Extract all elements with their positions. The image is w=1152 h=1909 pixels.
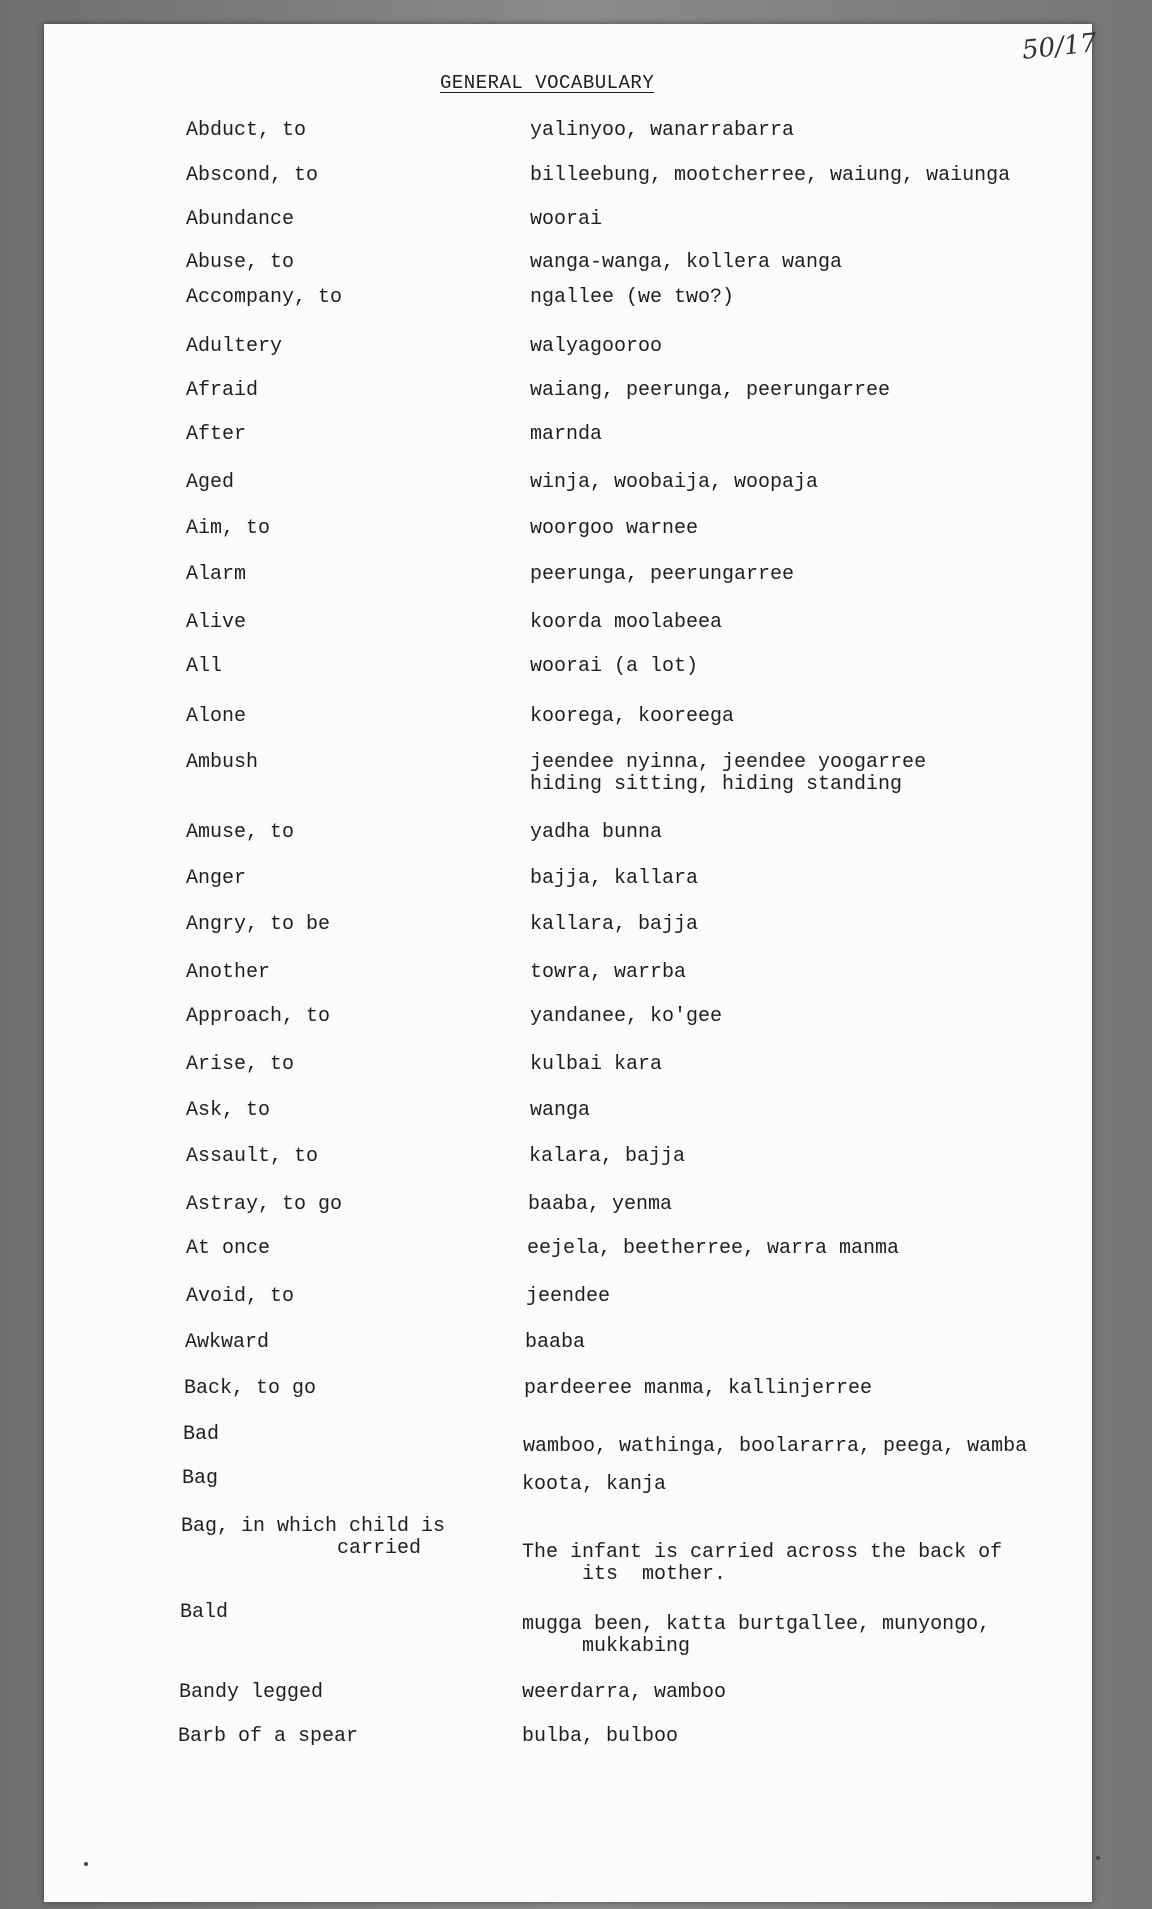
entry-term: Amuse, to	[186, 821, 295, 844]
entry-term: Back, to go	[184, 1377, 317, 1400]
entry-gloss: baaba, yenma	[528, 1193, 673, 1216]
entry-gloss: pardeeree manma, kallinjerree	[524, 1377, 873, 1400]
entry-term: Assault, to	[186, 1145, 319, 1168]
entry-gloss: woorai (a lot)	[530, 655, 699, 678]
entry-gloss: kallara, bajja	[530, 913, 699, 936]
ink-speck	[84, 1862, 88, 1866]
entry-term: Afraid	[186, 379, 259, 402]
entry-term: Bag	[182, 1467, 219, 1490]
entry-term: Awkward	[185, 1331, 270, 1354]
page-number: 50/17	[1020, 28, 1099, 66]
entry-term: Bad	[183, 1423, 220, 1446]
entry-term: Approach, to	[186, 1005, 331, 1028]
entry-gloss: jeendee	[526, 1285, 611, 1308]
entry-gloss: kulbai kara	[530, 1053, 663, 1076]
page-title: GENERAL VOCABULARY	[440, 72, 655, 94]
entry-gloss: waiang, peerunga, peerungarree	[530, 379, 891, 402]
entry-term: Ambush	[186, 751, 259, 774]
entry-gloss: winja, woobaija, woopaja	[530, 471, 819, 494]
entry-gloss: The infant is carried across the back of its mother.	[522, 1541, 1003, 1586]
entry-gloss: bulba, bulboo	[522, 1725, 679, 1748]
entry-term: Arise, to	[186, 1053, 295, 1076]
entry-term: Aim, to	[186, 517, 271, 540]
entry-gloss: woorgoo warnee	[530, 517, 699, 540]
entry-term: Angry, to be	[186, 913, 331, 936]
entry-gloss: towra, warrba	[530, 961, 687, 984]
entry-term: Adultery	[186, 335, 283, 358]
entry-gloss: jeendee nyinna, jeendee yoogarree hiding sitting, hiding standing	[530, 751, 927, 796]
entry-gloss: yalinyoo, wanarrabarra	[530, 119, 795, 142]
entry-gloss: koorda moolabeea	[530, 611, 723, 634]
entry-term: Astray, to go	[186, 1193, 343, 1216]
entry-gloss: walyagooroo	[530, 335, 663, 358]
ink-speck	[1096, 1856, 1100, 1860]
entry-term: Bag, in which child is carried	[181, 1515, 446, 1560]
entry-term: Another	[186, 961, 271, 984]
entry-term: At once	[186, 1237, 271, 1260]
entry-term: Ask, to	[186, 1099, 271, 1122]
entry-gloss: peerunga, peerungarree	[530, 563, 795, 586]
entry-term: Abundance	[186, 208, 295, 231]
entry-gloss: weerdarra, wamboo	[522, 1681, 727, 1704]
entry-term: Bandy legged	[179, 1681, 324, 1704]
entry-term: After	[186, 423, 247, 446]
entry-gloss: ngallee (we two?)	[530, 286, 735, 309]
entry-term: Bald	[180, 1601, 229, 1624]
entry-term: Avoid, to	[186, 1285, 295, 1308]
entry-term: Abduct, to	[186, 119, 307, 142]
entry-gloss: baaba	[525, 1331, 586, 1354]
entry-term: Alone	[186, 705, 247, 728]
entry-gloss: billeebung, mootcherree, waiung, waiunga	[530, 164, 1011, 187]
entry-gloss: yandanee, ko'gee	[530, 1005, 723, 1028]
entry-gloss: wanga-wanga, kollera wanga	[530, 251, 843, 274]
entry-gloss: yadha bunna	[530, 821, 663, 844]
entry-term: Alarm	[186, 563, 247, 586]
entry-term: Abuse, to	[186, 251, 295, 274]
entry-term: All	[186, 655, 223, 678]
entry-term: Barb of a spear	[178, 1725, 359, 1748]
entry-gloss: wamboo, wathinga, boolararra, peega, wamba	[523, 1435, 1028, 1458]
entry-term: Anger	[186, 867, 247, 890]
entry-gloss: mugga been, katta burtgallee, munyongo, mukkabing	[522, 1613, 991, 1658]
entry-gloss: koorega, kooreega	[530, 705, 735, 728]
entry-term: Aged	[186, 471, 235, 494]
entry-gloss: eejela, beetherree, warra manma	[527, 1237, 900, 1260]
entry-gloss: marnda	[530, 423, 603, 446]
entry-gloss: bajja, kallara	[530, 867, 699, 890]
entry-gloss: woorai	[530, 208, 603, 231]
entry-gloss: kalara, bajja	[529, 1145, 686, 1168]
entry-term: Accompany, to	[186, 286, 343, 309]
entry-term: Alive	[186, 611, 247, 634]
entry-gloss: wanga	[530, 1099, 591, 1122]
entry-term: Abscond, to	[186, 164, 319, 187]
entry-gloss: koota, kanja	[522, 1473, 667, 1496]
